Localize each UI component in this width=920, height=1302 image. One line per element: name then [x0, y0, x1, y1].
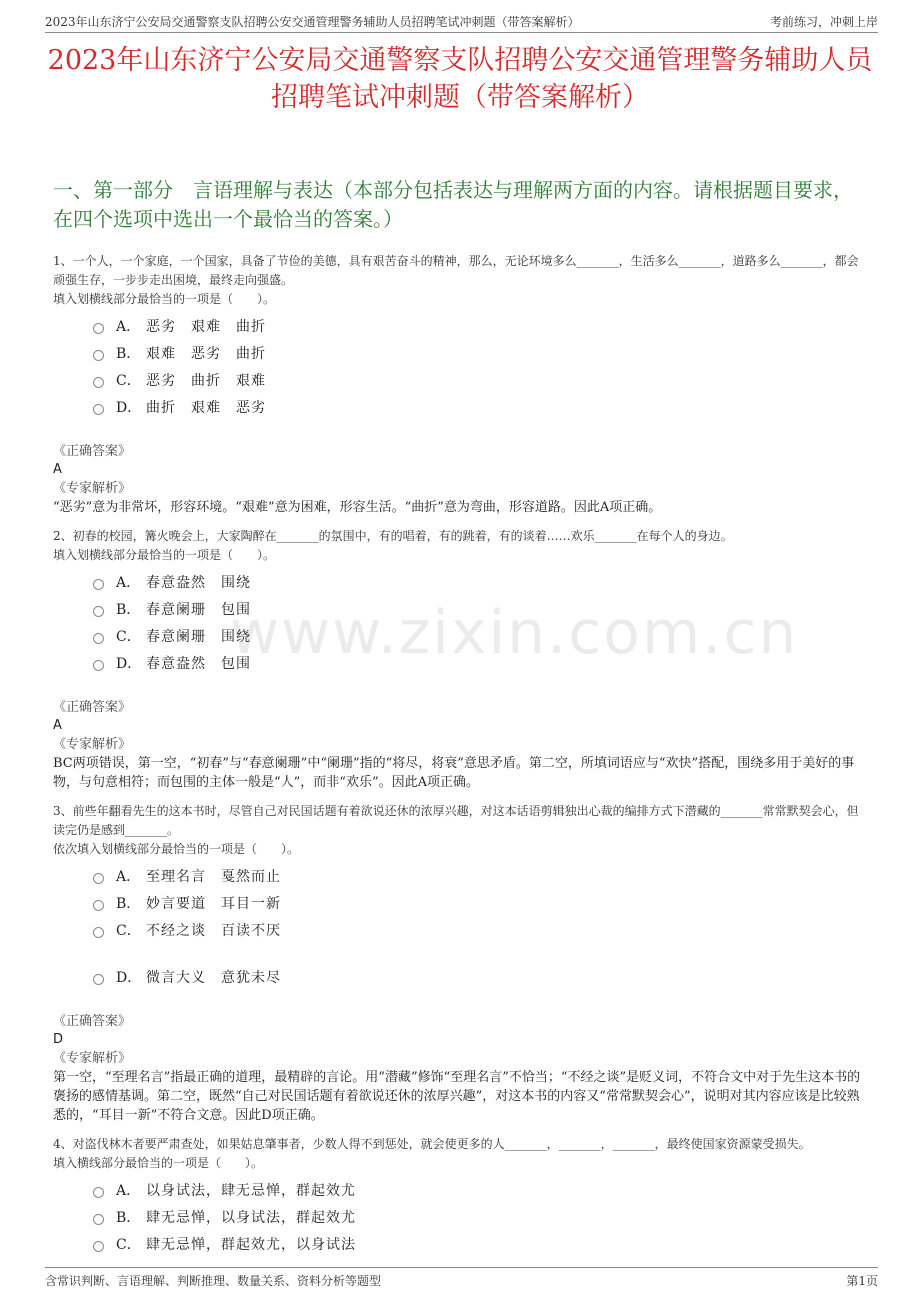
- radio-icon[interactable]: [93, 404, 104, 415]
- option-d[interactable]: [93, 963, 870, 990]
- option-a[interactable]: [93, 862, 870, 889]
- header-slogan: 考前练习，冲刺上岸: [769, 15, 878, 29]
- option-letter: C．: [116, 372, 141, 389]
- option-c[interactable]: [93, 622, 870, 649]
- answer-label: 《正确答案》: [53, 1014, 132, 1029]
- answer-value: D: [53, 1032, 64, 1047]
- answer-value: A: [53, 718, 62, 733]
- option-c[interactable]: [93, 1230, 870, 1257]
- option-letter: D．: [116, 655, 142, 672]
- question-4: [53, 1135, 870, 1257]
- option-text: 春意盎然 包围: [146, 655, 251, 672]
- question-prompt: 依次填入划横线部分最恰当的一项是（ ）。: [53, 842, 300, 856]
- answer-label: 《正确答案》: [53, 444, 132, 459]
- option-text: 春意阑珊 包围: [146, 601, 251, 618]
- option-text: 曲折 艰难 恶劣: [146, 399, 266, 416]
- option-d[interactable]: [93, 393, 870, 420]
- option-letter: B．: [116, 1209, 141, 1226]
- question-3: [53, 802, 870, 1125]
- radio-icon[interactable]: [93, 377, 104, 388]
- option-letter: C．: [116, 922, 141, 939]
- answer-label: 《正确答案》: [53, 700, 132, 715]
- option-a[interactable]: [93, 568, 870, 595]
- explanation-text: 第一空，“至理名言”指最正确的道理，最精辟的言论。用“潜藏”修饰“至理名言”不恰当；“不经之谈”是贬义词，不符合文中对于先生这本书的褒扬的感情基调。第二空，既然“自己对民国话题有着欲说还休的浓厚兴趣”，对这本书的内容又“常常默契会心”，说明对其内容应该是比较熟悉的，“耳目一新”不符合文意。因此D项正确。: [53, 1070, 861, 1123]
- explanation-label: 《专家解析》: [53, 1051, 132, 1066]
- radio-icon[interactable]: [93, 1187, 104, 1198]
- option-letter: A．: [116, 318, 141, 335]
- option-letter: B．: [116, 601, 141, 618]
- question-stem: 3、前些年翻看先生的这本书时，尽管自己对民国话题有着欲说还休的浓厚兴趣，对这本话语剪辑独出心裁的编排方式下潜藏的_______常常默契会心，但读完仍是感到_______。: [53, 804, 859, 837]
- question-list: [53, 244, 870, 1257]
- option-text: 不经之谈 百读不厌: [146, 922, 281, 939]
- explanation-text: BC两项错误，第一空，“初春”与“春意阑珊”中“阑珊”指的“将尽，将衰”意思矛盾。第二空，所填词语应与“欢快”搭配，围绕多用于美好的事物，与句意相符；而包围的主体一般是“人”，而非“欢乐”。因此A项正确。: [53, 756, 855, 790]
- option-c[interactable]: [93, 916, 870, 943]
- option-list: [93, 862, 870, 990]
- footer-description: 含常识判断、言语理解、判断推理、数量关系、资料分析等题型: [45, 1274, 382, 1288]
- page-number: 第1页: [846, 1274, 878, 1288]
- option-text: 肆无忌惮，以身试法，群起效尤: [146, 1209, 356, 1226]
- option-letter: A．: [116, 1182, 141, 1199]
- radio-icon[interactable]: [93, 579, 104, 590]
- option-text: 以身试法，肆无忌惮，群起效尤: [146, 1182, 356, 1199]
- option-b[interactable]: [93, 1203, 870, 1230]
- page-footer: [45, 1267, 878, 1288]
- explanation-label: 《专家解析》: [53, 737, 132, 752]
- option-list: [93, 312, 870, 420]
- option-letter: D．: [116, 969, 142, 986]
- option-text: 妙言要道 耳目一新: [146, 895, 281, 912]
- option-letter: B．: [116, 345, 141, 362]
- radio-icon[interactable]: [93, 900, 104, 911]
- question-prompt: 填入划横线部分最恰当的一项是（ ）。: [53, 548, 276, 562]
- header-doc-title: 2023年山东济宁公安局交通警察支队招聘公安交通管理警务辅助人员招聘笔试冲刺题（带答案解析）: [45, 15, 580, 29]
- radio-icon[interactable]: [93, 660, 104, 671]
- radio-icon[interactable]: [93, 974, 104, 985]
- option-list: [93, 1176, 870, 1257]
- question-prompt: 填入划横线部分最恰当的一项是（ ）。: [53, 292, 276, 306]
- radio-icon[interactable]: [93, 633, 104, 644]
- radio-icon[interactable]: [93, 1241, 104, 1252]
- question-stem: 2、初春的校园，篝火晚会上，大家陶醉在_______的氛围中，有的唱着，有的跳着，有的谈着……欢乐_______在每个人的身边。: [53, 529, 733, 543]
- radio-icon[interactable]: [93, 606, 104, 617]
- radio-icon[interactable]: [93, 927, 104, 938]
- option-text: 春意盎然 围绕: [146, 574, 251, 591]
- explanation-text: “恶劣”意为非常坏，形容环境。“艰难”意为困难，形容生活。“曲折”意为弯曲，形容道路。因此A项正确。: [53, 500, 662, 515]
- question-stem: 4、对盗伐林木者要严肃查处，如果姑息肇事者，少数人得不到惩处，就会使更多的人_______，_______，_______，最终使国家资源蒙受损失。: [53, 1137, 811, 1151]
- option-text: 艰难 恶劣 曲折: [146, 345, 266, 362]
- option-text: 恶劣 曲折 艰难: [146, 372, 266, 389]
- option-text: 春意阑珊 围绕: [146, 628, 251, 645]
- option-letter: D．: [116, 399, 142, 416]
- option-letter: A．: [116, 868, 141, 885]
- option-text: 至理名言 戛然而止: [146, 868, 281, 885]
- radio-icon[interactable]: [93, 1214, 104, 1225]
- radio-icon[interactable]: [93, 323, 104, 334]
- option-letter: C．: [116, 628, 141, 645]
- option-b[interactable]: [93, 595, 870, 622]
- question-1: [53, 252, 870, 517]
- section-heading: 一、第一部分 言语理解与表达（本部分包括表达与理解两方面的内容。请根据题目要求，在四个选项中选出一个最恰当的答案。）: [53, 178, 853, 231]
- page-header: [45, 10, 878, 33]
- watermark: www.zixin.com.cn: [230, 598, 799, 668]
- question-prompt: 填入横线部分最恰当的一项是（ ）。: [53, 1156, 264, 1170]
- option-a[interactable]: [93, 312, 870, 339]
- option-b[interactable]: [93, 889, 870, 916]
- option-d[interactable]: [93, 649, 870, 676]
- option-c[interactable]: [93, 366, 870, 393]
- option-text: 肆无忌惮，群起效尤，以身试法: [146, 1236, 356, 1253]
- option-letter: A．: [116, 574, 141, 591]
- option-b[interactable]: [93, 339, 870, 366]
- option-text: 微言大义 意犹未尽: [146, 969, 281, 986]
- radio-icon[interactable]: [93, 873, 104, 884]
- option-letter: B．: [116, 895, 141, 912]
- answer-value: A: [53, 462, 62, 477]
- option-list: [93, 568, 870, 676]
- explanation-label: 《专家解析》: [53, 481, 132, 496]
- option-a[interactable]: [93, 1176, 870, 1203]
- question-stem: 1、一个人，一个家庭，一个国家，具备了节俭的美德，具有艰苦奋斗的精神，那么，无论环境多么_______，生活多么_______，道路多么_______，都会顽强生存，一步步走出困境，最终走向强盛。: [53, 254, 859, 287]
- document-title: 2023年山东济宁公安局交通警察支队招聘公安交通管理警务辅助人员招聘笔试冲刺题（带答案解析）: [47, 45, 873, 113]
- option-letter: C．: [116, 1236, 141, 1253]
- question-2: [53, 527, 870, 792]
- radio-icon[interactable]: [93, 350, 104, 361]
- option-text: 恶劣 艰难 曲折: [146, 318, 266, 335]
